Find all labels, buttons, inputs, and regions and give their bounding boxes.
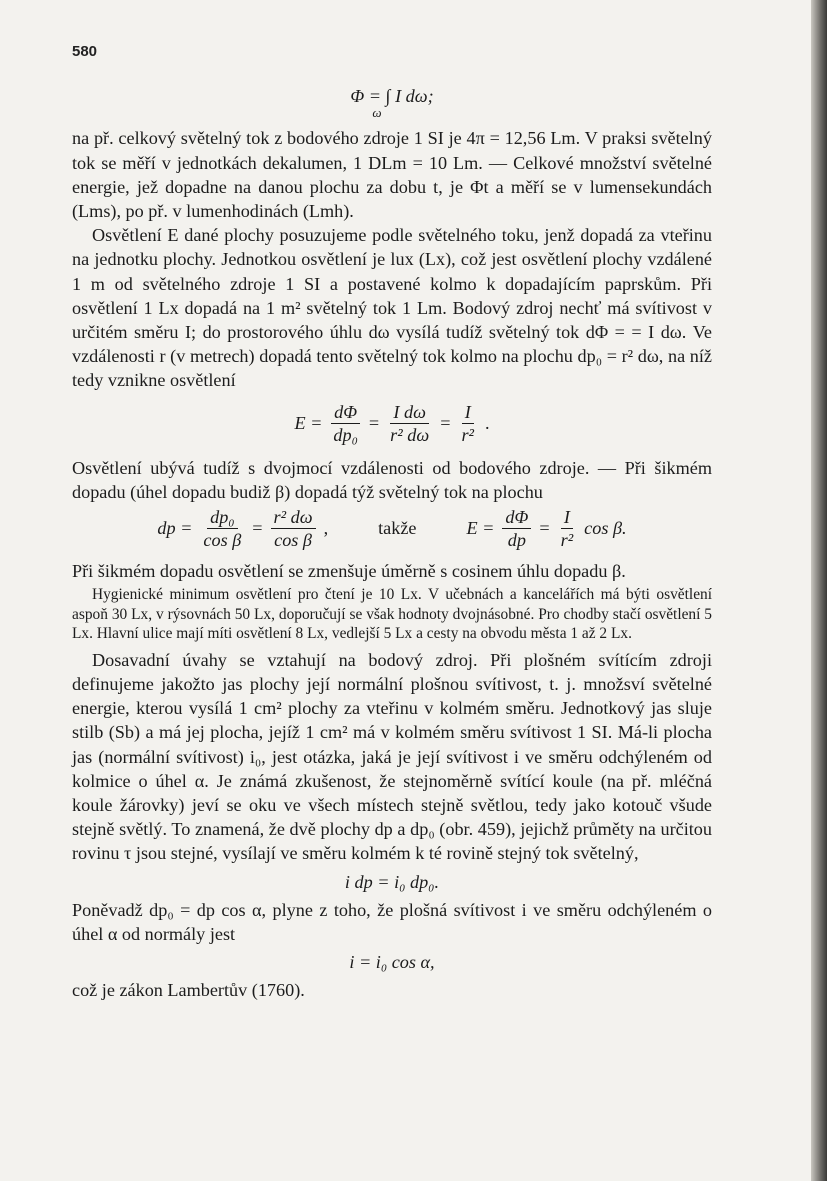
equation-lambert: i = i₀ cos α,: [349, 952, 435, 973]
eq2-word: takže: [378, 518, 417, 539]
eq2-f1-numerator: dp₀: [207, 506, 238, 529]
eq2-fraction-3: [502, 506, 531, 551]
paragraph-flux: na př. celkový světelný tok z bodového zdroje 1 SI je 4π = 12,56 Lm. V praksi světelný tok se měří v jednotkách dekalumen, 1 DLm = 10 Lm. — Celkové množství světelné energie, jež dopadne na danou plochu za dobu t, je Φt a měří se v lumensekundách (Lms), po př. v lumenhodinách (Lmh).: [72, 128, 712, 222]
paragraph-lambert-law: což je zákon Lambertův (1760).: [72, 980, 305, 1001]
paragraph-oblique: Osvětlení ubývá tudíž s dvojmocí vzdálenosti od bodového zdroje. — Při šikmém dopadu (úhel dopadu budiž β) dopadá týž světelný tok na plochu: [72, 457, 712, 502]
equation-illuminance: [72, 401, 712, 446]
eq1-equals-a: =: [368, 413, 380, 434]
eq2-f3-denominator: dp: [507, 530, 526, 551]
eq1-fraction-2: [387, 401, 432, 446]
page-edge-shadow: [811, 0, 827, 1181]
eq1-f3-numerator: I: [462, 401, 474, 424]
eq2-fraction-1: [200, 506, 244, 551]
eq2-lhs2: E =: [466, 518, 495, 539]
formula-flux-main: Φ = ∫ I dω;: [350, 86, 434, 107]
paragraph-since: Poněvadž dp₀ = dp cos α, plyne z toho, že plošná svítivost i ve směru odchýleném o úhel α od normály jest: [72, 899, 712, 944]
eq2-fraction-4: [558, 506, 577, 551]
eq2-equals-b: =: [539, 518, 550, 539]
eq2-f2-denominator: cos β: [274, 530, 312, 551]
equation-oblique: [72, 506, 712, 551]
eq1-f2-denominator: r² dω: [390, 424, 430, 445]
eq1-f1-denominator: dp₀: [333, 424, 358, 445]
formula-flux-subscript: ω: [372, 105, 382, 121]
eq2-f1-denominator: cos β: [203, 530, 242, 551]
eq2-f4-numerator: I: [561, 506, 573, 529]
eq2-tail: cos β.: [584, 518, 627, 539]
eq1-f1-numerator: dΦ: [331, 401, 360, 424]
paragraph-illuminance: Osvětlení E dané plochy posuzujeme podle světelného toku, jenž dopadá za vteřinu na jednotku plochy. Jednotkou osvětlení je lux (Lx), což jest osvětlení plochy vzdálené 1 m od světelného zdroje 1 SI a postavené kolmo k dopadajícím paprskům. Při osvětlení 1 Lx dopadá na 1 m² světelný tok 1 Lm. Bodový zdroj nechť má svítivost v určitém směru I; do prostorového úhlu dω vysílá tudíž světelný tok dΦ = = I dω. Ve vzdálenosti r (v metrech) dopadá tento světelný tok kolmo na plochu dp₀ = r² dω, na níž tedy vznikne osvětlení: [72, 225, 712, 391]
eq2-fraction-2: [271, 506, 316, 551]
eq2-equals-a: =: [252, 518, 263, 539]
paragraph-luminance: Dosavadní úvahy se vztahují na bodový zdroj. Při plošném svítícím zdroji definujeme jakožto jas plochy její normální plošnou svítivost, t. j. množsví světelné energie, kterou vysílá 1 cm² plochy za vteřinu v kolmém směru. Jednotkový jas sluje stilb (Sb) a má jej plocha, jejíž 1 cm² má v kolmém směru svítivost 1 SI. Má-li plocha jas (normální svítivost) i₀, jest otázka, jaká je její svítivost i ve směru odchýleném od kolmice o úhel α. Je známá zkušenost, že stejnoměrně svítící koule (na př. mléčná koule žárovky) jeví se oku ve všech místech stejně světlou, tedy jako kotouč všude stejně světlý. To znamená, že dvě plochy dp a dp₀ (obr. 459), jejichž průměty na určitou rovinu τ jsou stejné, vysílají ve směru kolmém k té rovině stejný tok světelný,: [72, 649, 712, 864]
eq1-fraction-3: [458, 401, 477, 446]
paragraph-hygiene-note: Hygienické minimum osvětlení pro čtení je 10 Lx. V učebnách a kancelářích má býti osvětlení aspoň 30 Lx, v rýsovnách 50 Lx, doporučují se však hodnoty dvojnásobné. Pro chodby stačí osvětlení 5 Lx. Hlavní ulice mají míti osvětlení 8 Lx, vedlejší 5 Lx a cesty na obvodu města 1 až 2 Lx.: [72, 586, 712, 643]
paragraph-cosine: Při šikmém dopadu osvětlení se zmenšuje úměrně s cosinem úhlu dopadu β.: [72, 561, 626, 582]
eq2-lhs: dp =: [157, 518, 193, 539]
eq1-end: .: [484, 413, 490, 434]
page-number: 580: [72, 43, 98, 60]
equation-flux-equality: i dp = i₀ dp₀.: [344, 871, 440, 892]
eq1-f2-numerator: I dω: [390, 401, 429, 424]
formula-luminous-flux: [72, 84, 712, 120]
page-content: [72, 40, 712, 1003]
eq1-fraction-1: [330, 401, 361, 446]
eq2-comma: ,: [323, 518, 329, 539]
eq2-f3-numerator: dΦ: [502, 506, 531, 529]
eq2-f4-denominator: r²: [560, 530, 574, 551]
eq2-f2-numerator: r² dω: [271, 506, 316, 529]
eq1-equals-b: =: [440, 413, 451, 434]
eq1-f3-denominator: r²: [461, 424, 474, 445]
eq1-lhs: E =: [294, 413, 323, 434]
